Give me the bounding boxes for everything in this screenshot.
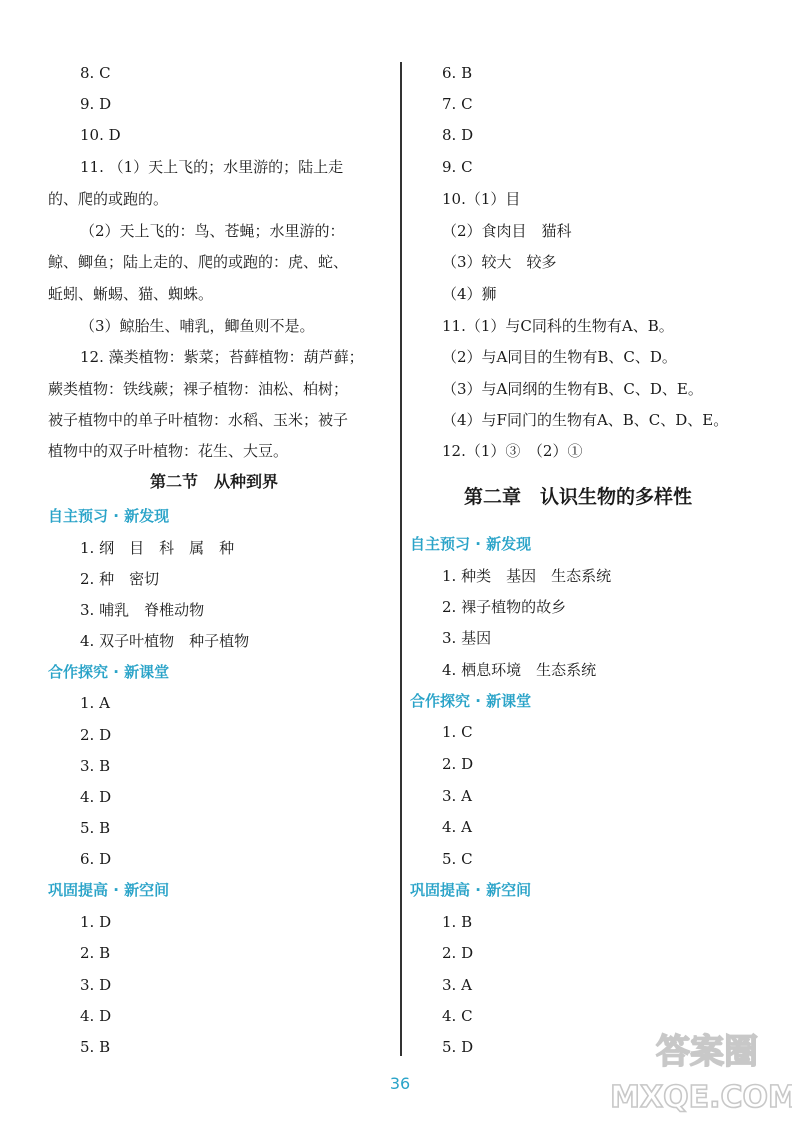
answer-line: 2. 裸子植物的故乡 — [442, 598, 567, 616]
watermark-graphic — [612, 1023, 792, 1115]
answer-line: 3. 基因 — [442, 629, 492, 647]
answer-line: 1. 种类 基因 生态系统 — [442, 567, 612, 585]
section-title: 第二节 从种到界 — [150, 472, 279, 491]
svg-text:答案圈: 答案圈 — [656, 1032, 758, 1072]
answer-line: 3. A — [442, 787, 472, 805]
answer-line: 10.（1）目 — [442, 190, 521, 208]
watermark-logo — [612, 1023, 792, 1115]
answer-line: 2. 种 密切 — [80, 570, 160, 588]
answer-line: 1. 纲 目 科 属 种 — [80, 539, 235, 557]
answer-line: （2）食肉目 猫科 — [442, 222, 572, 240]
answer-line: 5. C — [442, 850, 473, 868]
answer-line: 2. B — [80, 944, 111, 962]
answer-line: 被子植物中的单子叶植物：水稻、玉米；被子 — [48, 411, 349, 429]
answer-line: 8. C — [80, 64, 111, 82]
answer-line: 6. B — [442, 64, 473, 82]
answer-line: 8. D — [442, 126, 474, 144]
answer-line: 3. D — [80, 976, 112, 994]
answer-line: 蕨类植物：铁线蕨；裸子植物：油松、柏树； — [48, 380, 349, 398]
answer-line: （2）与A同目的生物有B、C、D。 — [442, 348, 677, 366]
answer-line: 3. 哺乳 脊椎动物 — [80, 601, 205, 619]
answer-line: 12. 藻类植物：紫菜；苔藓植物：葫芦藓； — [80, 348, 364, 366]
answer-line: （3）较大 较多 — [442, 253, 557, 271]
answer-line: 1. B — [442, 913, 473, 931]
answer-line: 4. 双子叶植物 种子植物 — [80, 632, 250, 650]
answer-line: 11. （1）天上飞的；水里游的；陆上走 — [80, 158, 344, 176]
page-number: 36 — [389, 1074, 411, 1093]
section-heading-explore: 合作探究 · 新课堂 — [48, 663, 170, 681]
svg-text:MXQE.COM: MXQE.COM — [612, 1080, 792, 1115]
answer-line: 4. D — [80, 1007, 112, 1025]
answer-line: 11.（1）与C同科的生物有A、B。 — [442, 317, 674, 335]
answer-line: 2. D — [442, 755, 474, 773]
answer-line: （4）狮 — [442, 285, 497, 303]
section-heading-consolidate: 巩固提高 · 新空间 — [410, 881, 532, 899]
answer-line: 植物中的双子叶植物：花生、大豆。 — [48, 442, 289, 460]
section-heading-preview: 自主预习 · 新发现 — [48, 507, 170, 525]
section-heading-consolidate: 巩固提高 · 新空间 — [48, 881, 170, 899]
answer-line: 10. D — [80, 126, 121, 144]
answer-line: 5. B — [80, 1038, 111, 1056]
answer-line: 5. D — [442, 1038, 474, 1056]
section-heading-explore: 合作探究 · 新课堂 — [410, 692, 532, 710]
answer-line: 6. D — [80, 850, 112, 868]
answer-line: （2）天上飞的：鸟、苍蝇；水里游的： — [80, 222, 345, 240]
answer-line: 的、爬的或跑的。 — [48, 190, 169, 208]
answer-line: 3. B — [80, 757, 111, 775]
answer-line: 3. A — [442, 976, 472, 994]
answer-line: （4）与F同门的生物有A、B、C、D、E。 — [442, 411, 729, 429]
answer-line: 9. D — [80, 95, 112, 113]
answer-line: 2. D — [80, 726, 112, 744]
answer-line: 1. D — [80, 913, 112, 931]
answer-line: 鲸、鲫鱼；陆上走的、爬的或跑的：虎、蛇、 — [48, 253, 349, 271]
section-heading-preview: 自主预习 · 新发现 — [410, 535, 532, 553]
answer-line: 蚯蚓、蜥蜴、猫、蜘蛛。 — [48, 285, 214, 303]
answer-line: 4. D — [80, 788, 112, 806]
answer-line: 1. A — [80, 694, 110, 712]
chapter-title: 第二章 认识生物的多样性 — [464, 486, 693, 508]
column-divider — [400, 62, 402, 1056]
answer-line: 4. C — [442, 1007, 473, 1025]
answer-line: 4. A — [442, 818, 472, 836]
answer-line: 2. D — [442, 944, 474, 962]
answer-line: 1. C — [442, 723, 473, 741]
answer-line: 9. C — [442, 158, 473, 176]
answer-line: 5. B — [80, 819, 111, 837]
answer-line: 12.（1）③ （2）① — [442, 442, 583, 460]
answer-line: 7. C — [442, 95, 473, 113]
answer-line: （3）与A同纲的生物有B、C、D、E。 — [442, 380, 703, 398]
answer-line: （3）鲸胎生、哺乳，鲫鱼则不是。 — [80, 317, 315, 335]
answer-line: 4. 栖息环境 生态系统 — [442, 661, 597, 679]
